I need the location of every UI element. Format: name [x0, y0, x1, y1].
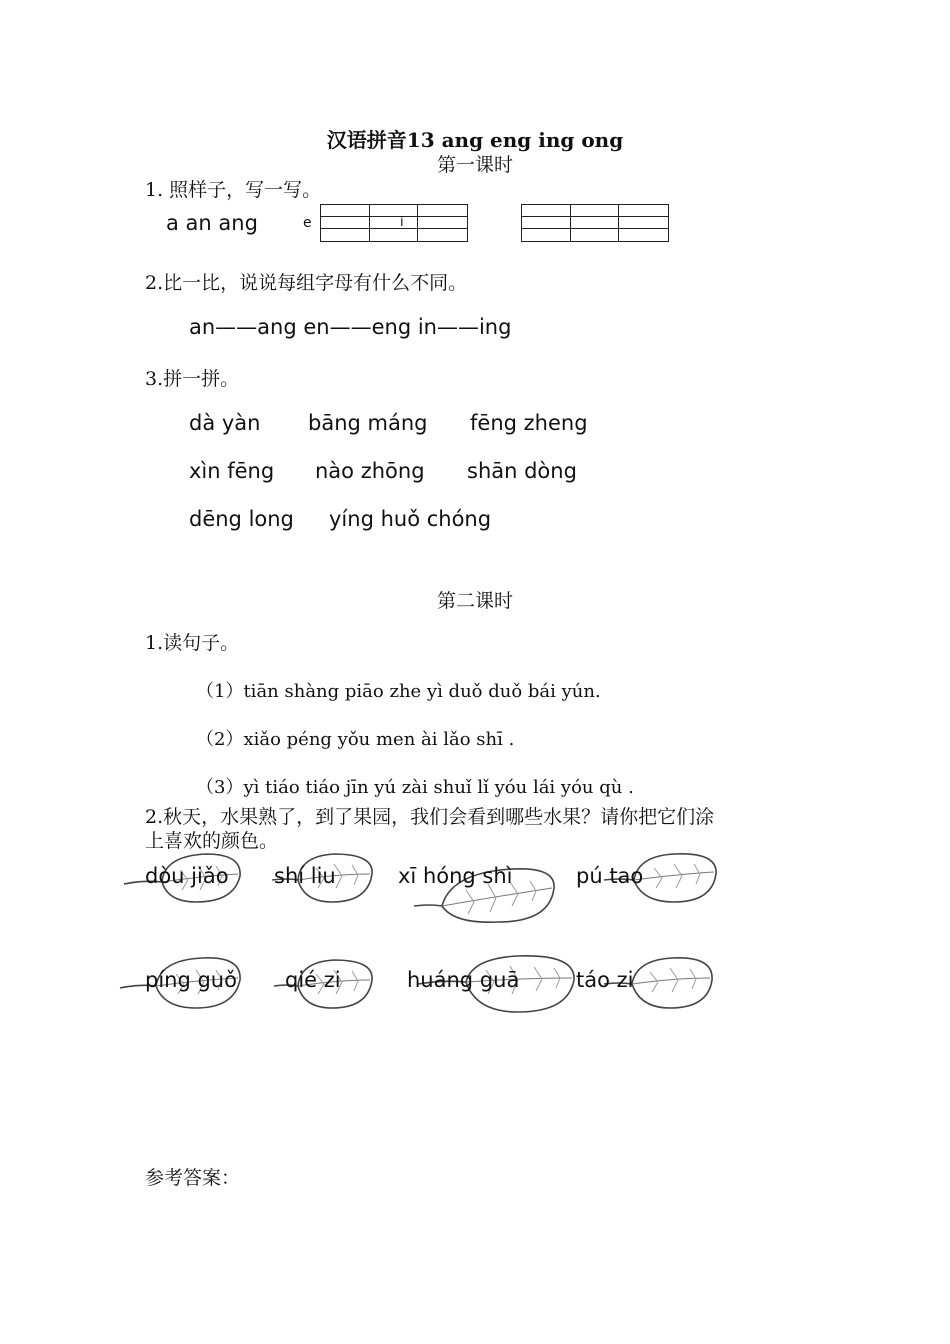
fruit-label: píng guǒ	[145, 968, 237, 992]
sentence-1: （1）tiān shàng piāo zhe yì duǒ duǒ bái yún.	[196, 681, 601, 702]
fruit-label: xī hóng shì	[398, 864, 513, 888]
pinyin-word: fēng zheng	[470, 411, 588, 435]
example-pinyin: a an ang	[166, 211, 258, 235]
fruit-label: pú tao	[576, 864, 644, 888]
fruit-label: táo zi	[576, 968, 634, 992]
grid-start-letter: e	[303, 215, 312, 231]
fruit-label: huáng guā	[407, 968, 520, 992]
lesson-2-heading: 第二课时	[436, 590, 513, 612]
fruit-question-line-1: 2.秋天，水果熟了，到了果园，我们会看到哪些水果？请你把它们涂	[145, 806, 715, 828]
compare-pairs: an——ang en——eng in——ing	[189, 315, 512, 339]
sentence-2: （2）xiǎo péng yǒu men ài lǎo shī .	[196, 729, 515, 750]
pinyin-word: dà yàn	[189, 411, 261, 435]
pinyin-word: dēng long	[189, 507, 294, 531]
fruit-label: qié zi	[285, 968, 341, 992]
pinyin-word: shān dòng	[467, 459, 577, 483]
reading-label: 1.读句子。	[145, 632, 240, 654]
pinyin-word: bāng máng	[308, 411, 428, 435]
fruit-question-line-2: 上喜欢的颜色。	[145, 830, 279, 852]
writing-grid-1[interactable]	[320, 204, 468, 242]
sentence-3: （3）yì tiáo tiáo jīn yú zài shuǐ lǐ yóu lái yóu qù .	[196, 777, 634, 798]
pinyin-word: nào zhōng	[315, 459, 425, 483]
pinyin-word: yíng huǒ chóng	[329, 507, 492, 531]
fruit-label: dòu jiǎo	[145, 864, 229, 888]
pinyin-word: xìn fēng	[189, 459, 275, 483]
lesson-1-heading: 第一课时	[436, 154, 513, 176]
page-title: 汉语拼音13 ang eng ing ong	[326, 128, 624, 152]
writing-grid-2[interactable]	[521, 204, 669, 242]
question-3-label: 3.拼一拼。	[145, 368, 240, 390]
fruit-label: shí liu	[274, 864, 336, 888]
answer-label: 参考答案：	[145, 1167, 241, 1189]
grid-hint-letter: i	[400, 215, 404, 230]
question-1-label: 1. 照样子，写一写。	[145, 179, 322, 201]
question-2-label: 2.比一比，说说每组字母有什么不同。	[145, 272, 468, 294]
